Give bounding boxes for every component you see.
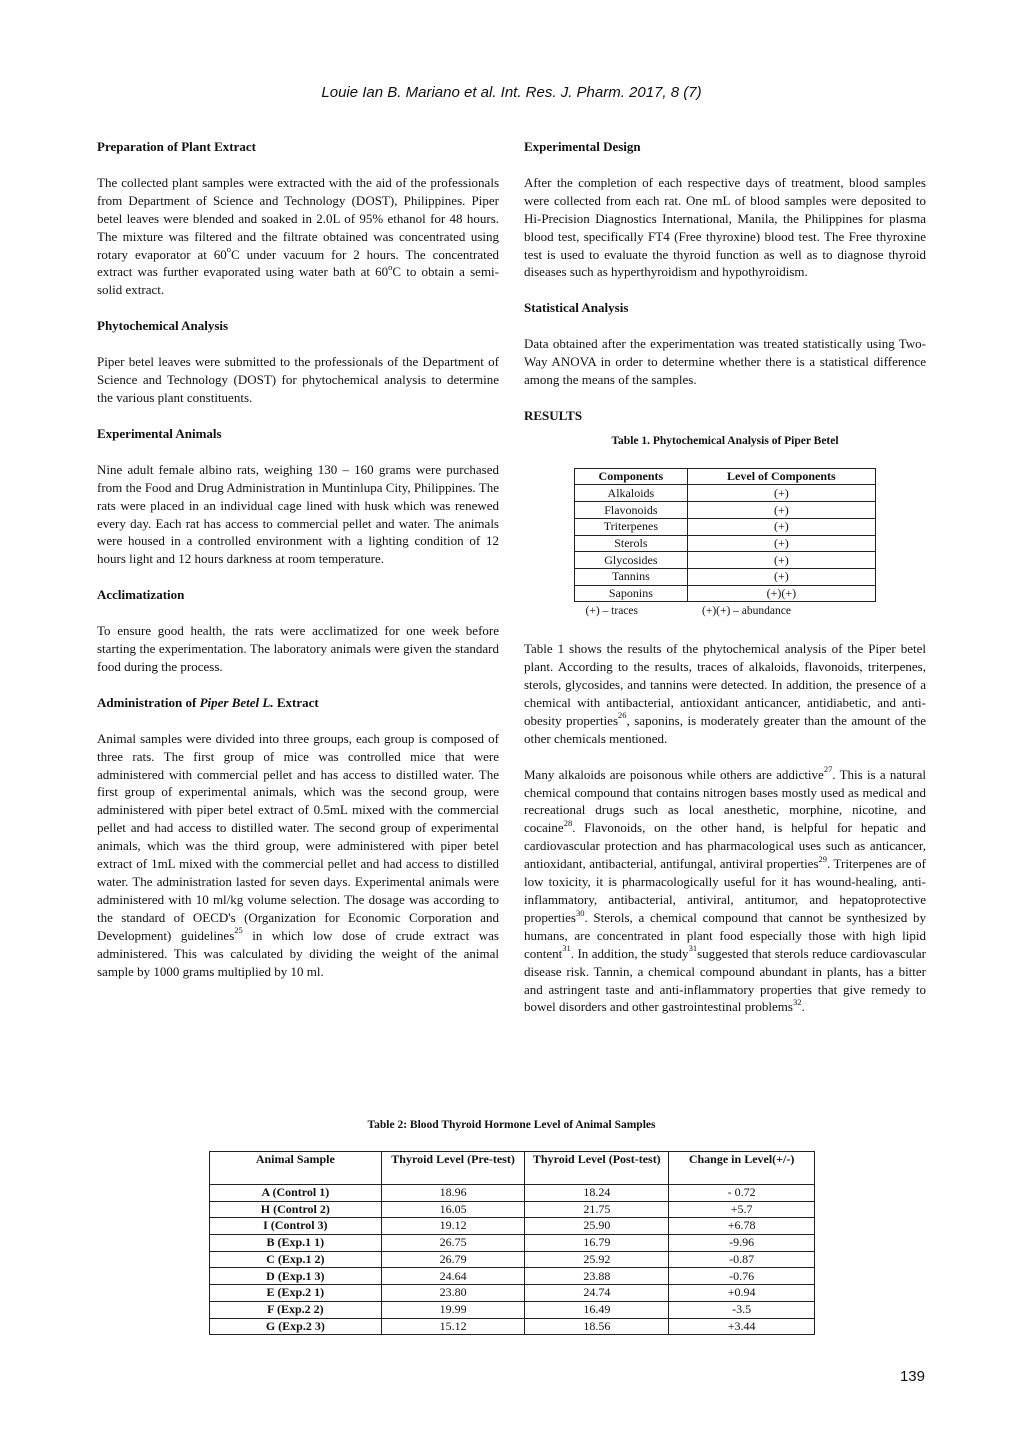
table-header-cell: Thyroid Level (Pre-test): [381, 1152, 525, 1185]
table-cell: 18.56: [525, 1318, 669, 1335]
table1-legend: [524, 603, 926, 621]
table-row: [210, 1318, 815, 1335]
degree-superscript: o: [388, 262, 393, 273]
citation-ref: 25: [234, 925, 243, 936]
table-cell: 23.80: [381, 1285, 525, 1302]
running-head: Louie Ian B. Mariano et al. Int. Res. J. Pharm. 2017, 8 (7): [321, 84, 702, 101]
table1-phytochemical: [574, 468, 876, 603]
table-cell: +6.78: [669, 1218, 815, 1235]
table-cell: (+): [687, 518, 875, 535]
table-cell: 18.96: [381, 1185, 525, 1202]
paragraph-preparation: The collected plant samples were extracted with the aid of the professionals from Department of Science and Technology (DOST), Philippines. Piper betel leaves were blended and soaked in 2.0L of 95% ethanol for 48 hours. The mixture was filtered and the filtrate obtained was concentrated using rotary evaporator at 60$^o$C under vacuum for 2 hours. The concentrated extract was further evaporated using water bath at 60$^o$C to obtain a semi-solid extract.: [97, 174, 499, 298]
legend-abundance: (+)(+) – abundance: [702, 605, 791, 618]
table-cell: 25.92: [525, 1251, 669, 1268]
citation-ref: 26: [618, 710, 627, 721]
table-row: [575, 485, 876, 502]
table-cell: +5.7: [669, 1201, 815, 1218]
citation-ref: 31: [688, 943, 698, 954]
table-row: [575, 552, 876, 569]
table-cell: 26.75: [381, 1235, 525, 1252]
table-header-row: [575, 468, 876, 485]
paragraph-discussion: Many alkaloids are poisonous while others are addictive$^{27}$. This is a natural chemical compound that contains nitrogen bases mostly used as medical and recreational drugs such as local anesthetic, morphine, nicotine, and cocaine$^{28}$. Flavonoids, on the other hand, is helpful for hepatic and cardiovascular protection and has pharmacological uses such as anticancer, antioxidant, antibacterial, antifungal, antiviral properties$^{29}$. Triterpenes are of low toxicity, it is pharmacologically useful for it has wound-healing, anti-inflammatory, antibacterial, antiviral, antitumor, and hepatoprotective properties$^{30}$. Sterols, a chemical compound that cannot be synthesized by humans, are concentrated in plant food especially those with high lipid content$^{31}$. In addition, the study$^{31}$suggested that sterols reduce cardiovascular disease risk. Tannin, a chemical compound abundant in plants, has a bitter and astringent taste and anti-inflammatory properties that give remedy to bowel disorders and other gastrointestinal problems$^{32}$.: [524, 764, 926, 1015]
table-row: [210, 1285, 815, 1302]
table-cell: -0.87: [669, 1251, 815, 1268]
table-cell: 19.12: [381, 1218, 525, 1235]
table-cell: 24.64: [381, 1268, 525, 1285]
table-row: [210, 1268, 815, 1285]
citation-ref: 28: [563, 818, 573, 829]
paragraph-results: Table 1 shows the results of the phytochemical analysis of the Piper betel plant. According to the results, traces of alkaloids, flavonoids, triterpenes, sterols, glycosides, and tannins were detected. In addition, the presence of a chemical with antibacterial, antioxidant anticancer, antidiabetic, and anti-obesity properties$^{26}$, saponins, is moderately greater than the amount of the other chemicals mentioned.: [524, 641, 926, 746]
table-cell: (+): [687, 552, 875, 569]
paragraph-phytochemical: Piper betel leaves were submitted to the professionals of the Department of Science and Technology (DOST) for phytochemical analysis to determine the various plant constituents.: [97, 354, 499, 405]
table-cell: E (Exp.2 1): [210, 1285, 382, 1302]
table-cell: 25.90: [525, 1218, 669, 1235]
section-heading-results: RESULTS: [524, 407, 583, 423]
table-cell: Saponins: [575, 585, 688, 602]
citation-ref: 32: [792, 997, 802, 1008]
paragraph-statistical: Data obtained after the experimentation was treated statistically using Two-Way ANOVA in order to determine whether there is a statistical difference among the means of the samples.: [524, 336, 926, 388]
citation-ref: 27: [823, 764, 833, 775]
section-heading-administration: Administration of Piper Betel L. Extract: [97, 694, 319, 710]
section-heading-design: Experimental Design: [524, 139, 641, 154]
table-row: [575, 535, 876, 552]
table-cell: H (Control 2): [210, 1201, 382, 1218]
right-column: [524, 138, 926, 1016]
page-number: 139: [899, 1368, 925, 1385]
legend-traces: (+) – traces: [585, 605, 638, 618]
table-cell: -3.5: [669, 1301, 815, 1318]
table-cell: +0.94: [669, 1285, 815, 1302]
paragraph-administration: Animal samples were divided into three groups, each group is composed of three rats. The first group of mice was controlled mice that were administered with commercial pellet and has access to distilled water. The first group of experimental animals, which was the second group, were administered with piper betel extract of 0.5mL mixed with the commercial pellet and had access to distilled water. The second group of experimental animals, which was the third group, were administered with piper betel extract of 1mL mixed with the commercial pellet and had access to distilled water. The administration lasted for seven days. Experimental animals were administered with 10 ml/kg volume selection. The dosage was according to the standard of OECD's (Organization for Economic Corporation and Development) guidelines$^{25}$ in which low dose of crude extract was administered. This was calculated by dividing the weight of the animal sample by 1000 grams multiplied by 10 ml.: [97, 730, 499, 979]
table-cell: (+): [687, 485, 875, 502]
table2-thyroid-levels: [209, 1151, 815, 1335]
table-cell: -9.96: [669, 1235, 815, 1252]
table-cell: 24.74: [525, 1285, 669, 1302]
table-cell: 23.88: [525, 1268, 669, 1285]
table-cell: 26.79: [381, 1251, 525, 1268]
table2-caption: Table 2: Blood Thyroid Hormone Level of Animal Samples: [367, 1119, 656, 1131]
table-row: [575, 568, 876, 585]
table-cell: A (Control 1): [210, 1185, 382, 1202]
table-cell: 21.75: [525, 1201, 669, 1218]
section-heading-acclimatization: Acclimatization: [97, 587, 185, 603]
table-row: [575, 585, 876, 602]
table-cell: 15.12: [381, 1318, 525, 1335]
table-row: [210, 1301, 815, 1318]
table-cell: 18.24: [525, 1185, 669, 1202]
table-cell: (+): [687, 535, 875, 552]
table-header-cell: Thyroid Level (Post-test): [525, 1152, 669, 1185]
table-cell: Tannins: [575, 568, 688, 585]
paragraph-animals: Nine adult female albino rats, weighing 130 – 160 grams were purchased from the Food and Drug Administration in Muntinlupa City, Philippines. The rats were placed in an individual cage lined with husk which was renewed every day. Each rat has access to commercial pellet and water. The animals were housed in a controlled environment with a lighting condition of 12 hours light and 12 hours darkness at room temperature.: [97, 461, 499, 567]
table-cell: G (Exp.2 3): [210, 1318, 382, 1335]
table-header-cell: Components: [575, 468, 688, 485]
table-cell: (+)(+): [687, 585, 875, 602]
table-row: [210, 1185, 815, 1202]
table-cell: Sterols: [575, 535, 688, 552]
table-cell: D (Exp.1 3): [210, 1268, 382, 1285]
table-header-row: [210, 1152, 815, 1185]
table-cell: (+): [687, 502, 875, 519]
table-row: [575, 518, 876, 535]
table-cell: Glycosides: [575, 552, 688, 569]
table-header-cell: Level of Components: [687, 468, 875, 485]
left-column: [97, 138, 499, 980]
degree-superscript: o: [226, 244, 231, 255]
table-cell: C (Exp.1 2): [210, 1251, 382, 1268]
paragraph-design: After the completion of each respective days of treatment, blood samples were collected from each rat. One mL of blood samples were deposited to Hi-Precision Diagnostics International, Manila, the Philippines for plasma blood test, specifically FT4 (Free thyroxine) blood test. The Free thyroxine test is used to evaluate the thyroid function as well as to diagnose thyroid diseases such as hyperthyroidism and hypothyroidism.: [524, 174, 926, 280]
table-row: [210, 1251, 815, 1268]
table-header-cell: Animal Sample: [210, 1152, 382, 1185]
section-heading-statistical: Statistical Analysis: [524, 300, 629, 316]
table-row: [210, 1218, 815, 1235]
paragraph-acclimatization: To ensure good health, the rats were acclimatized for one week before starting the experimentation. The laboratory animals were given the standard food during the process.: [97, 623, 499, 674]
table-cell: Alkaloids: [575, 485, 688, 502]
table-cell: 16.49: [525, 1301, 669, 1318]
species-name: Piper Betel L.: [199, 694, 274, 710]
table-row: [210, 1235, 815, 1252]
table-cell: -0.76: [669, 1268, 815, 1285]
section-heading-preparation: Preparation of Plant Extract: [97, 139, 256, 154]
table-cell: Flavonoids: [575, 502, 688, 519]
table-cell: 16.05: [381, 1201, 525, 1218]
table-cell: B (Exp.1 1): [210, 1235, 382, 1252]
section-heading-animals: Experimental Animals: [97, 425, 222, 441]
citation-ref: 31: [562, 943, 571, 954]
table-cell: 19.99: [381, 1301, 525, 1318]
table1-caption: Table 1. Phytochemical Analysis of Piper Betel: [611, 434, 839, 447]
table-cell: +3.44: [669, 1318, 815, 1335]
section-heading-phytochemical: Phytochemical Analysis: [97, 318, 229, 334]
citation-ref: 30: [575, 907, 585, 918]
table-cell: 16.79: [525, 1235, 669, 1252]
table-cell: Triterpenes: [575, 518, 688, 535]
citation-ref: 29: [818, 853, 828, 864]
table-cell: - 0.72: [669, 1185, 815, 1202]
table-cell: I (Control 3): [210, 1218, 382, 1235]
table-cell: F (Exp.2 2): [210, 1301, 382, 1318]
table-row: [575, 502, 876, 519]
table-cell: (+): [687, 568, 875, 585]
table-header-cell: Change in Level(+/-): [669, 1152, 815, 1185]
table-row: [210, 1201, 815, 1218]
